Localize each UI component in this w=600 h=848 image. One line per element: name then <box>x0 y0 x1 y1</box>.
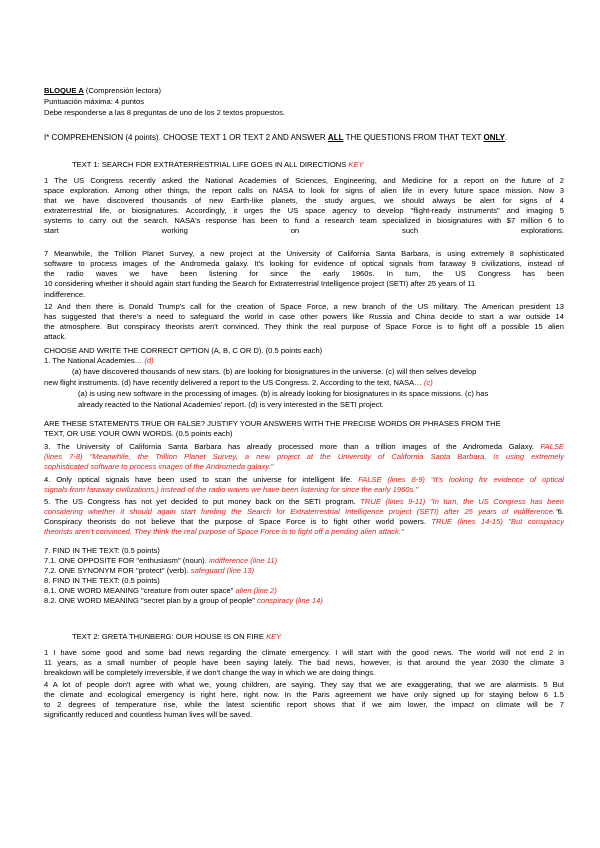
find-item: 7.2. ONE SYNONYM FOR "protect" (verb). safeguard (line 13) <box>44 566 255 575</box>
text2-line: significantly reduced and countless human lives will be saved. <box>44 710 253 719</box>
text1-line: systems to carry out the search. NASA's response has been to fund a research team specialized in biosignatures with $7 million 6 to <box>44 216 564 225</box>
text1-line: the radio waves we have been listening for since the early 1960s. In turn, the US Congress has been <box>44 269 564 278</box>
block-title: BLOQUE A <box>44 86 84 95</box>
text1-line: the atmosphere. But conspiracy theorists aren't convinced. They think the real purpose of Space Force is to fight off a possible 15 alien <box>44 322 564 331</box>
mc-option-line: (a) have discovered thousands of new stars. (b) are looking for biosignatures in the universe. (c) will then selves develop <box>72 367 477 376</box>
tf-heading: TEXT, OR USE YOUR OWN WORDS. (0.5 points each) <box>44 429 233 438</box>
find-heading: 7. FIND IN THE TEXT: (0.5 points) <box>44 546 160 555</box>
text1-line: 1 The US Congress recently asked the National Academies of Sciences, Engineering, and Medicine for a report on the future of 2 <box>44 176 564 185</box>
max-score: Puntuación máxima: 4 puntos <box>44 97 145 106</box>
find-heading: 8. FIND IN THE TEXT: (0.5 points) <box>44 576 160 585</box>
find-item: 7.1. ONE OPPOSITE FOR "enthusiasm" (noun). indifference (line 11) <box>44 556 278 565</box>
comprehension-heading: I* COMPREHENSION (4 points). CHOOSE TEXT 1 OR TEXT 2 AND ANSWER ALL THE QUESTIONS FROM THAT TEXT ONLY. <box>44 133 508 142</box>
text1-line: 10 considering whether it should again start funding the Search for Extraterrestrial Intelligence project (SETI) after 25 years of 11 <box>44 279 476 288</box>
block-heading <box>44 86 564 95</box>
text1-line: attack. <box>44 332 67 341</box>
mc-option-line: already reacted to the National Academies' report. (d) is very interested in the SETI project. <box>78 400 384 409</box>
tf-line: 5. The US Congress has not yet decided to put money back on the SETI program. TRUE (lines 9-11) "In turn, the US Congress has been <box>44 497 564 506</box>
text2-line: the climate and ecological emergency is right here, right now. In the Paris agreement we have only signed up for staying below 6 1.5 <box>44 690 564 699</box>
tf-heading: ARE THESE STATEMENTS TRUE OR FALSE? JUSTIFY YOUR ANSWERS WITH THE PRECISE WORDS OR PHRASES FROM THE <box>44 419 501 428</box>
text1-line: has suggested that there's a need to safeguard the world in case other powers like Russia and China decide to start a war outside 14 <box>44 312 564 321</box>
tf-line: 3. The University of California Santa Barbara has already processed more than a trillion images of the Andromeda Galaxy. FALSE <box>44 442 564 451</box>
tf-line: signals from faraway civilizations,) instead of the radio waves we have been listening for since the early 1960s." <box>44 485 419 494</box>
find-item: 8.2. ONE WORD MEANING "secret plan by a group of people" conspiracy (line 14) <box>44 596 323 605</box>
tf-line: (lines 7-8) "Meanwhile, the Trillion Planet Survey, a new project at the University of California Santa Barbara, is using extremely <box>44 452 564 461</box>
text2-line: to 2 degrees of temperature rise, while the latest scientific report shows that if we aim lower, the impact on climate will be 7 <box>44 700 564 709</box>
mc-question-1: 1. The National Academies… (d) <box>44 356 154 365</box>
text2-line: 4 A lot of people don't agree with what we, young children, are saying. They say that we are exaggerating, that we are alarmists. 5 But <box>44 680 564 689</box>
text1-line: start working on such explorations. <box>44 226 564 235</box>
instructions: Debe responderse a las 8 preguntas de uno de los 2 textos propuestos. <box>44 108 286 117</box>
tf-line: 4. Only optical signals have been used to scan the universe for intelligent life. FALSE (lines 8-9) "It's looking for evidence of optical <box>44 475 564 484</box>
text1-title: TEXT 1: SEARCH FOR EXTRATERRESTRIAL LIFE GOES IN ALL DIRECTIONS KEY <box>72 160 364 169</box>
tf-line: sophisticated software to process images of the Andromeda galaxy." <box>44 462 274 471</box>
mc-heading: CHOOSE AND WRITE THE CORRECT OPTION (A, B, C OR D). (0.5 points each) <box>44 346 323 355</box>
text2-title: TEXT 2: GRETA THUNBERG: OUR HOUSE IS ON FIRE KEY <box>72 632 282 641</box>
tf-line: Conspiracy theorists do not believe that the purpose of Space Force is to fight other world powers. TRUE (lines 14-15) "But conspiracy <box>44 517 564 526</box>
mc-option-line: (a) is using new software in the processing of images. (b) is already looking for biosignatures in its space missions. (c) has <box>78 389 489 398</box>
text1-line: that we have discovered thousands of new Earth-like planets, the study argues, we should always be alert for signs of 4 <box>44 196 564 205</box>
mc-option-line: new flight instruments. (d) have recently delivered a report to the US Congress. 2. According to the text, NASA… (c) <box>44 378 433 387</box>
tf-line: considering whether it should again start funding the Search for Extraterrestrial Intelligence project (SETI) after 25 years of indifference."6. <box>44 507 564 516</box>
text1-line: extraterrestrial life, or biosignatures. Accordingly, it urges the US space agency to develop "flight-ready instruments" and imaging 5 <box>44 206 564 215</box>
text1-line: space exploration. Among other things, the report calls on NASA to look for signs of alien life in every future space mission. Now 3 <box>44 186 564 195</box>
text1-line: 7 Meanwhile, the Trillion Planet Survey, a new project at the University of California Santa Barbara, is using extremely 8 sophisticated <box>44 249 564 258</box>
text1-line: software to process images of the Andromeda galaxy. It's looking for evidence of optical signals from faraway 9 civilizations, instead of <box>44 259 564 268</box>
find-item: 8.1. ONE WORD MEANING "creature from outer space" alien (line 2) <box>44 586 277 595</box>
tf-line: theorists aren't convinced. They think the real purpose of Space Force is to fight off a pending alien attack." <box>44 527 404 536</box>
text2-line: 11 years, as a small number of people have been saying lately. The bad news, however, is that around the year 2030 the climate 3 <box>44 658 564 667</box>
text2-line: breakdown will be completely irreversible, if we don't change the way in which we are doing things. <box>44 668 376 677</box>
text1-line: indifference. <box>44 290 86 299</box>
text1-line: 12 And then there is Donald Trump's call for the creation of Space Force, a new branch of the US military. The American president 13 <box>44 302 564 311</box>
text2-line: 1 I have some good and some bad news regarding the climate emergency. I will start with the good news. The world will not end 2 in <box>44 648 564 657</box>
block-subtitle: (Comprensión lectora) <box>85 86 162 95</box>
